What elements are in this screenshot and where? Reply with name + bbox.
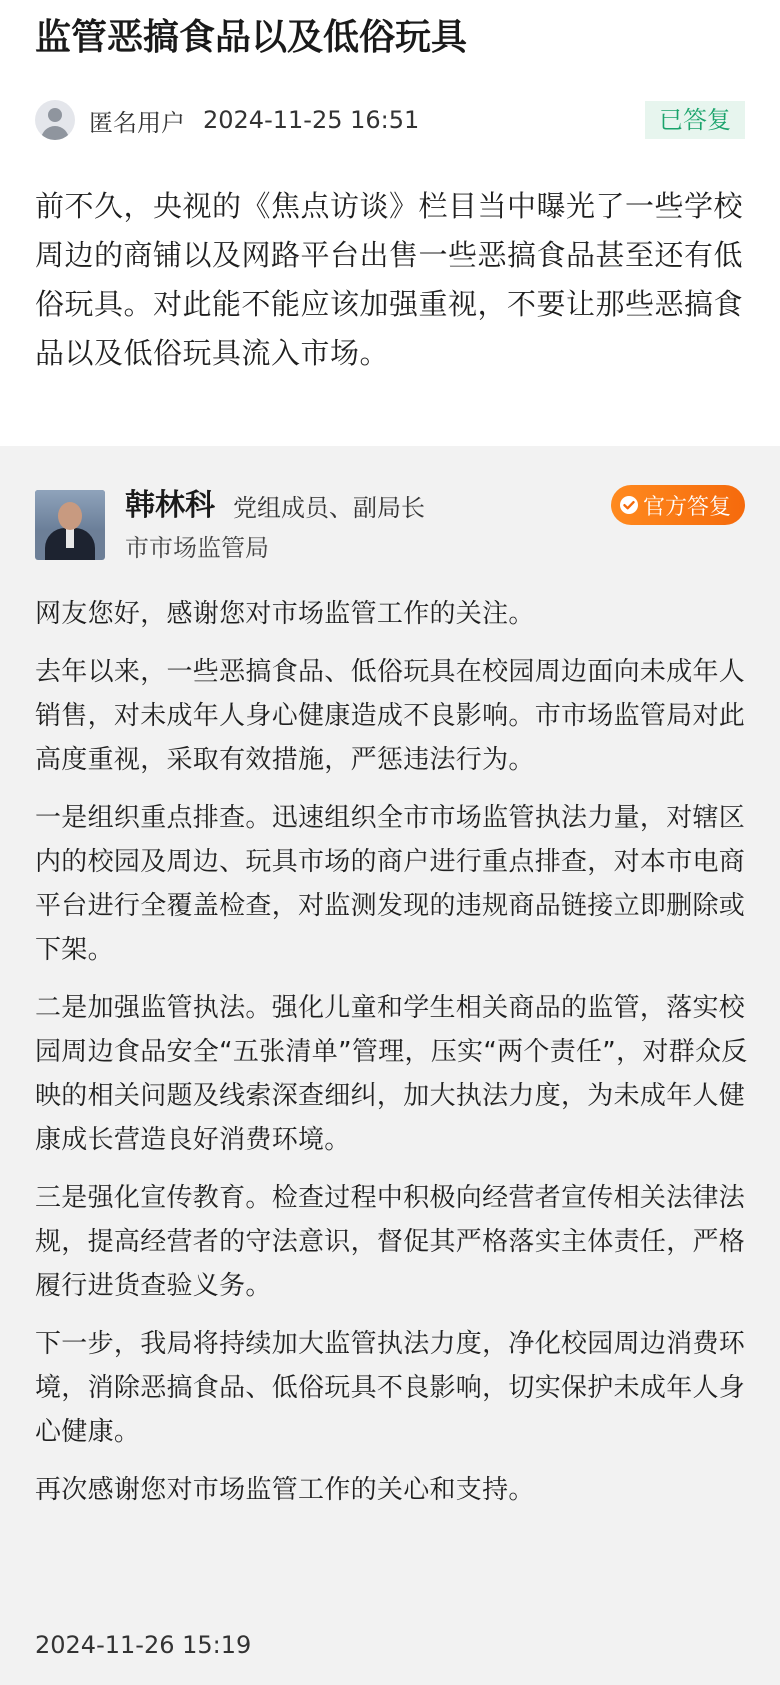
answer-paragraph: 再次感谢您对市场监管工作的关心和支持。	[35, 1475, 535, 1505]
official-avatar[interactable]	[35, 490, 105, 560]
question-timestamp: 2024-11-25 16:51	[203, 106, 420, 134]
official-reply-badge	[611, 485, 745, 525]
question-meta	[35, 98, 745, 142]
official-reply-label: 官方答复	[642, 494, 731, 520]
answer-timestamp: 2024-11-26 15:19	[35, 1631, 252, 1659]
answer-paragraph: 一是组织重点排查。迅速组织全市市场监管执法力量，对辖区内的校园及周边、玩具市场的商户进行重点排查，对本市电商平台进行全覆盖检查，对监测发现的违规商品链接立即删除或下架。	[35, 803, 746, 965]
answer-paragraph: 下一步，我局将持续加大监管执法力度，净化校园周边消费环境，消除恶搞食品、低俗玩具不良影响，切实保护未成年人身心健康。	[35, 1329, 746, 1447]
official-name[interactable]: 韩林科	[125, 488, 215, 523]
answer-paragraph: 去年以来，一些恶搞食品、低俗玩具在校园周边面向未成年人销售，对未成年人身心健康造成不良影响。市市场监管局对此高度重视，采取有效措施，严惩违法行为。	[35, 657, 746, 775]
question-body: 前不久，央视的《焦点访谈》栏目当中曝光了一些学校周边的商铺以及网路平台出售一些恶搞食品甚至还有低俗玩具。对此能不能应该加强重视，不要让那些恶搞食品以及低俗玩具流入市场。	[35, 189, 744, 370]
answer-body	[35, 592, 750, 1526]
answer-card	[0, 446, 780, 1685]
question-card	[0, 0, 780, 446]
answer-paragraph: 三是强化宣传教育。检查过程中积极向经营者宣传相关法律法规，提高经营者的守法意识，督促其严格落实主体责任，严格履行进货查验义务。	[35, 1183, 746, 1301]
user-name: 匿名用户	[89, 108, 185, 137]
official-role: 党组成员、副局长	[233, 494, 425, 522]
anonymous-user-avatar-icon	[35, 100, 75, 140]
answer-paragraph: 二是加强监管执法。强化儿童和学生相关商品的监管，落实校园周边食品安全“五张清单”管理，压实“两个责任”，对群众反映的相关问题及线索深查细纠，加大执法力度，为未成年人健康成长营造良好消费环境。	[35, 993, 748, 1155]
answer-paragraph: 网友您好，感谢您对市场监管工作的关注。	[35, 599, 535, 629]
official-org: 市市场监管局	[125, 534, 269, 562]
status-badge: 已答复	[645, 101, 745, 139]
verified-check-icon	[619, 495, 639, 515]
page-title: 监管恶搞食品以及低俗玩具	[35, 17, 468, 58]
